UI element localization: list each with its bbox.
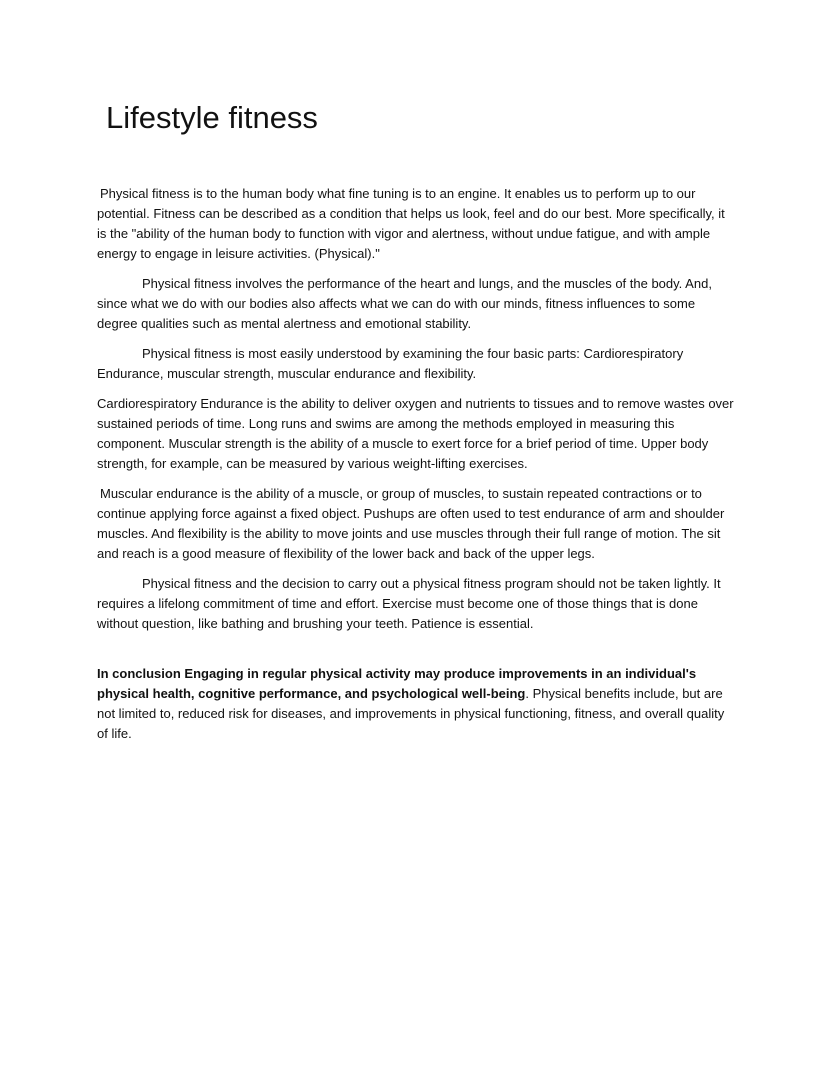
- document-body: [97, 184, 737, 754]
- paragraph-cardio-strength: Cardiorespiratory Endurance is the ability to deliver oxygen and nutrients to tissues and to remove wastes over sustained periods of time. Long runs and swims are among the methods employed in measuring this component. Muscular strength is the ability of a muscle to exert force for a brief period of time. Upper body strength, for example, can be measured by various weight-lifting exercises.: [97, 396, 734, 471]
- paragraph-commitment: Physical fitness and the decision to carry out a physical fitness program should not be taken lightly. It requires a lifelong commitment of time and effort. Exercise must become one of those things that is done without question, like bathing and brushing your teeth. Patience is essential.: [97, 576, 721, 631]
- paragraph-heart-lungs: Physical fitness involves the performance of the heart and lungs, and the muscles of the body. And, since what we do with our bodies also affects what we can do with our minds, fitness influences to some degree qualities such as mental alertness and emotional stability.: [97, 276, 712, 331]
- document-title: Lifestyle fitness: [106, 100, 318, 135]
- paragraph-four-parts: Physical fitness is most easily understood by examining the four basic parts: Cardiorespiratory Endurance, muscular strength, muscular endurance and flexibility.: [97, 346, 684, 381]
- conclusion-bold-text: In conclusion Engaging in regular physical activity may produce improvements in an individual's physical health, cognitive performance, and psychological well-being: [97, 666, 697, 701]
- paragraph-conclusion: [97, 664, 737, 744]
- paragraph-endurance-flexibility: Muscular endurance is the ability of a muscle, or group of muscles, to sustain repeated contractions or to continue applying force against a fixed object. Pushups are often used to test endurance of arm and shoulder muscles. And flexibility is the ability to move joints and use muscles through their full range of motion. The sit and reach is a good measure of flexibility of the lower back and back of the upper legs.: [97, 486, 725, 561]
- paragraph-intro: Physical fitness is to the human body what fine tuning is to an engine. It enables us to perform up to our potential. Fitness can be described as a condition that helps us look, feel and do our best. More specifically, it is the "ability of the human body to function with vigor and alertness, without undue fatigue, and with ample energy to engage in leisure activities. (Physical).": [97, 186, 725, 261]
- conclusion-rest-text: . Physical benefits include, but are not limited to, reduced risk for diseases, and improvements in physical functioning, fitness, and overall quality of life.: [97, 686, 725, 741]
